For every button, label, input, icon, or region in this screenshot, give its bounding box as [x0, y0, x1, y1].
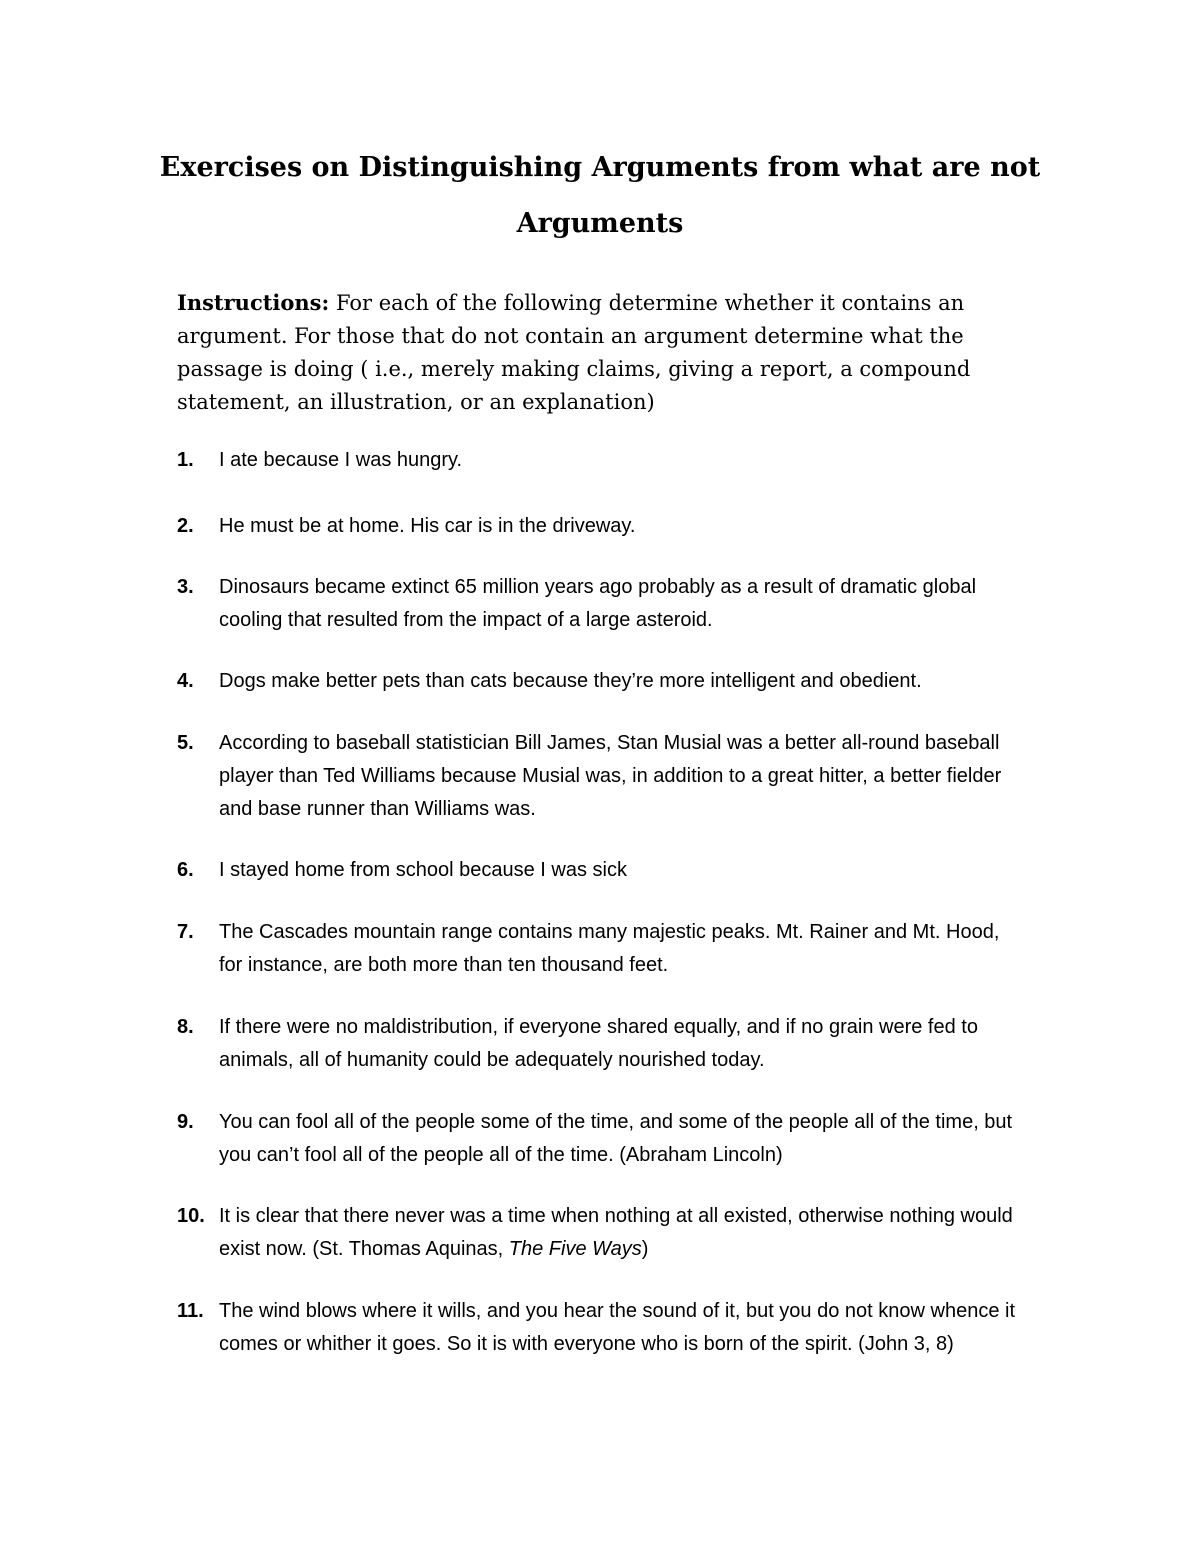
exercise-text-part: )	[641, 1238, 649, 1260]
exercise-number: 4.	[177, 670, 194, 692]
exercise-item-4	[177, 665, 1027, 698]
exercise-text	[219, 1200, 1027, 1266]
exercise-item-8	[177, 1011, 1027, 1077]
exercise-item-6	[177, 854, 1027, 887]
exercise-item-7	[177, 916, 1027, 982]
exercise-number: 8.	[177, 1016, 194, 1038]
exercise-item-5	[177, 727, 1027, 826]
exercise-text-part: It is clear that there never was a time when nothing at all existed, otherwise nothing would exist now. (St. Thomas Aquinas,	[219, 1205, 1013, 1260]
exercise-text: He must be at home. His car is in the driveway.	[219, 515, 636, 537]
exercise-number: 7.	[177, 921, 194, 943]
exercise-number: 11.	[177, 1300, 204, 1322]
exercise-number: 10.	[177, 1205, 205, 1227]
exercise-number: 9.	[177, 1111, 194, 1133]
exercise-item-1	[177, 444, 1027, 477]
exercise-item-2	[177, 510, 1027, 543]
exercise-item-3	[177, 571, 1027, 637]
exercise-item-10	[177, 1200, 1027, 1266]
exercise-text: Dinosaurs became extinct 65 million years ago probably as a result of dramatic global cooling that resulted from the impact of a large asteroid.	[219, 576, 977, 631]
exercise-number: 2.	[177, 515, 194, 537]
exercise-text: The Cascades mountain range contains many majestic peaks. Mt. Rainer and Mt. Hood, for instance, are both more than ten thousand feet.	[219, 921, 1000, 976]
exercise-text: I ate because I was hungry.	[219, 449, 463, 471]
exercise-text: You can fool all of the people some of the time, and some of the people all of the time, but you can’t fool all of the people all of the time. (Abraham Lincoln)	[219, 1111, 1013, 1166]
document-title: Exercises on Distinguishing Arguments from what are not Arguments	[159, 152, 1041, 239]
instructions-label: Instructions:	[177, 290, 330, 315]
exercise-text: According to baseball statistician Bill James, Stan Musial was a better all-round baseball player than Ted Williams because Musial was, in addition to a great hitter, a better fielder and base runner than Williams was.	[219, 732, 1002, 820]
exercise-item-9	[177, 1106, 1027, 1172]
instructions-text: For each of the following determine whether it contains an argument. For those that do not contain an argument determine what the passage is doing ( i.e., merely making claims, giving a report, a compound statement, an illustration, or an explanation)	[177, 291, 971, 414]
exercise-text: The wind blows where it wills, and you hear the sound of it, but you do not know whence it comes or whither it goes. So it is with everyone who is born of the spirit. (John 3, 8)	[219, 1300, 1016, 1355]
work-title: The Five Ways	[508, 1238, 642, 1260]
exercise-number: 3.	[177, 576, 194, 598]
exercise-text: If there were no maldistribution, if everyone shared equally, and if no grain were fed to animals, all of humanity could be adequately nourished today.	[219, 1016, 978, 1071]
exercise-number: 1.	[177, 449, 194, 471]
exercise-text: Dogs make better pets than cats because they’re more intelligent and obedient.	[219, 670, 922, 692]
exercise-number: 6.	[177, 859, 194, 881]
exercise-number: 5.	[177, 732, 194, 754]
exercise-item-11	[177, 1295, 1027, 1361]
exercise-text: I stayed home from school because I was sick	[219, 859, 627, 881]
